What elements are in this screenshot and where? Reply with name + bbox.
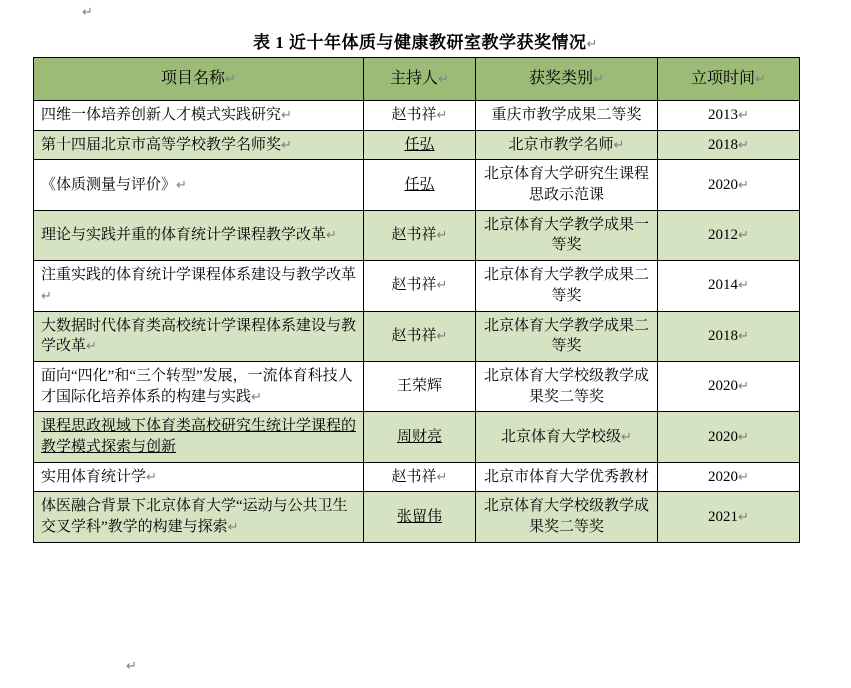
cell-text: 北京市教学名师 — [508, 136, 614, 153]
pilcrow-icon: ↵ — [738, 176, 749, 192]
cell-award-type — [476, 311, 658, 361]
cell-host — [364, 311, 476, 361]
pilcrow-icon: ↵ — [738, 468, 749, 484]
cell-project-name — [34, 130, 364, 160]
table-body — [34, 101, 800, 543]
pilcrow-icon: ↵ — [738, 378, 749, 394]
table-row — [34, 412, 800, 462]
cell-award-type — [476, 130, 658, 160]
pilcrow-icon: ↵ — [86, 338, 97, 354]
cell-text: 实用体育统计学 — [41, 468, 147, 485]
table-row — [34, 160, 800, 210]
header-label: 主持人 — [390, 69, 439, 87]
cell-host — [364, 160, 476, 210]
column-header-year — [658, 58, 800, 101]
pilcrow-icon: ↵ — [738, 136, 749, 152]
cell-text: 北京体育大学校级教学成果奖二等奖 — [483, 498, 649, 535]
pilcrow-icon: ↵ — [41, 287, 52, 303]
cell-award-type — [476, 412, 658, 462]
cell-text: 北京体育大学教学成果二等奖 — [483, 267, 649, 304]
cell-text: 张留伟 — [396, 508, 442, 525]
cell-host — [364, 492, 476, 542]
pilcrow-icon: ↵ — [251, 388, 262, 404]
pilcrow-icon: ↵ — [738, 227, 749, 243]
pilcrow-icon: ↵ — [281, 136, 292, 152]
table-row — [34, 101, 800, 131]
cell-host — [364, 210, 476, 260]
cell-project-name — [34, 492, 364, 542]
table-row — [34, 492, 800, 542]
pilcrow-icon: ↵ — [436, 468, 448, 484]
cell-year — [658, 311, 800, 361]
cell-text: 理论与实践并重的体育统计学课程教学改革 — [41, 227, 327, 244]
column-header-host — [364, 58, 476, 101]
cell-year — [658, 130, 800, 160]
cell-year — [658, 412, 800, 462]
cell-text: 2018 — [708, 136, 739, 153]
cell-project-name — [34, 160, 364, 210]
pilcrow-icon: ↵ — [126, 658, 137, 673]
cell-year — [658, 261, 800, 311]
table-row — [34, 311, 800, 361]
cell-text: 课程思政视域下体育类高校研究生统计学课程的教学模式探索与创新 — [41, 418, 357, 455]
cell-award-type — [476, 101, 658, 131]
cell-text: 2020 — [708, 428, 739, 445]
cell-text: 注重实践的体育统计学课程体系建设与教学改革 — [41, 267, 357, 284]
column-header-project-name — [34, 58, 364, 101]
pilcrow-icon: ↵ — [281, 107, 292, 122]
cell-text: 赵书祥 — [391, 327, 437, 344]
pilcrow-icon: ↵ — [738, 277, 749, 293]
pilcrow-icon: ↵ — [82, 4, 93, 19]
cell-text: 赵书祥 — [391, 468, 437, 485]
table-caption-text: 表 1 近十年体质与健康教研室教学获奖情况 — [253, 33, 587, 52]
cell-text: 2020 — [708, 176, 739, 193]
pilcrow-icon: ↵ — [586, 36, 598, 51]
cell-text: 王荣辉 — [396, 378, 442, 395]
cell-text: 《体质测量与评价》 — [41, 176, 177, 193]
cell-host — [364, 462, 476, 492]
cell-text: 赵书祥 — [391, 277, 437, 294]
pilcrow-icon: ↵ — [593, 70, 604, 86]
cell-award-type — [476, 210, 658, 260]
pilcrow-icon: ↵ — [227, 519, 239, 534]
cell-text: 2020 — [708, 378, 739, 395]
cell-project-name — [34, 412, 364, 462]
cell-text: 北京体育大学校级教学成果奖二等奖 — [483, 367, 649, 405]
cell-text: 大数据时代体育类高校统计学课程体系建设与教学改革 — [41, 317, 357, 355]
pilcrow-icon: ↵ — [436, 327, 448, 343]
cell-text: 北京体育大学校级 — [501, 428, 622, 445]
cell-text: 任弘 — [404, 136, 435, 153]
pilcrow-icon: ↵ — [621, 428, 632, 444]
top-paragraph-mark — [82, 4, 93, 20]
cell-text: 四维一体培养创新人才模式实践研究 — [41, 107, 282, 123]
table-row — [34, 462, 800, 492]
awards-table — [33, 57, 800, 543]
pilcrow-icon: ↵ — [738, 508, 749, 524]
pilcrow-icon: ↵ — [436, 107, 448, 122]
cell-year — [658, 210, 800, 260]
table-row — [34, 130, 800, 160]
cell-project-name — [34, 462, 364, 492]
cell-year — [658, 361, 800, 411]
cell-text: 北京体育大学教学成果一等奖 — [483, 216, 649, 254]
cell-host — [364, 261, 476, 311]
cell-text: 2012 — [708, 227, 739, 244]
cell-host — [364, 101, 476, 131]
table-row — [34, 210, 800, 260]
pilcrow-icon: ↵ — [225, 70, 236, 86]
cell-project-name — [34, 210, 364, 260]
cell-year — [658, 492, 800, 542]
cell-text: 第十四届北京市高等学校教学名师奖 — [41, 136, 282, 153]
header-label: 获奖类别 — [529, 69, 594, 87]
cell-text: 2018 — [708, 327, 739, 344]
cell-project-name — [34, 361, 364, 411]
pilcrow-icon: ↵ — [738, 107, 749, 122]
cell-text: 重庆市教学成果二等奖 — [491, 107, 642, 123]
pilcrow-icon: ↵ — [755, 70, 766, 86]
header-label: 项目名称 — [161, 69, 226, 87]
cell-text: 2013 — [708, 107, 739, 123]
cell-project-name — [34, 101, 364, 131]
cell-text: 2020 — [708, 468, 739, 485]
cell-award-type — [476, 160, 658, 210]
pilcrow-icon: ↵ — [738, 428, 749, 444]
cell-year — [658, 462, 800, 492]
column-header-award-type — [476, 58, 658, 101]
table-header-row — [34, 58, 800, 101]
cell-text: 赵书祥 — [391, 227, 437, 244]
pilcrow-icon: ↵ — [176, 176, 187, 192]
table-caption — [0, 28, 851, 53]
cell-text: 2021 — [708, 508, 739, 525]
cell-host — [364, 361, 476, 411]
cell-year — [658, 101, 800, 131]
table-row — [34, 261, 800, 311]
cell-year — [658, 160, 800, 210]
cell-text: 北京体育大学研究生课程思政示范课 — [483, 166, 649, 204]
cell-award-type — [476, 261, 658, 311]
pilcrow-icon: ↵ — [438, 70, 449, 86]
cell-award-type — [476, 492, 658, 542]
cell-host — [364, 412, 476, 462]
cell-text: 北京体育大学教学成果二等奖 — [483, 317, 649, 355]
bottom-paragraph-mark — [126, 658, 137, 674]
cell-text: 体医融合背景下北京体育大学“运动与公共卫生交叉学科”教学的构建与探索 — [41, 498, 348, 535]
cell-text: 赵书祥 — [391, 107, 437, 123]
cell-text: 周财亮 — [396, 428, 442, 445]
cell-award-type — [476, 462, 658, 492]
cell-host — [364, 130, 476, 160]
pilcrow-icon: ↵ — [146, 468, 157, 484]
cell-text: 2014 — [708, 277, 739, 294]
pilcrow-icon: ↵ — [613, 136, 625, 152]
cell-text: 任弘 — [404, 176, 435, 193]
pilcrow-icon: ↵ — [436, 227, 448, 243]
pilcrow-icon: ↵ — [738, 327, 749, 343]
header-label: 立项时间 — [691, 69, 756, 87]
table-row — [34, 361, 800, 411]
pilcrow-icon: ↵ — [436, 277, 448, 293]
cell-text: 面向“四化”和“三个转型”发展，一流体育科技人才国际化培养体系的构建与实践 — [41, 367, 353, 405]
cell-award-type — [476, 361, 658, 411]
cell-project-name — [34, 261, 364, 311]
pilcrow-icon: ↵ — [326, 227, 337, 243]
cell-text: 北京市体育大学优秀教材 — [483, 468, 649, 485]
cell-project-name — [34, 311, 364, 361]
